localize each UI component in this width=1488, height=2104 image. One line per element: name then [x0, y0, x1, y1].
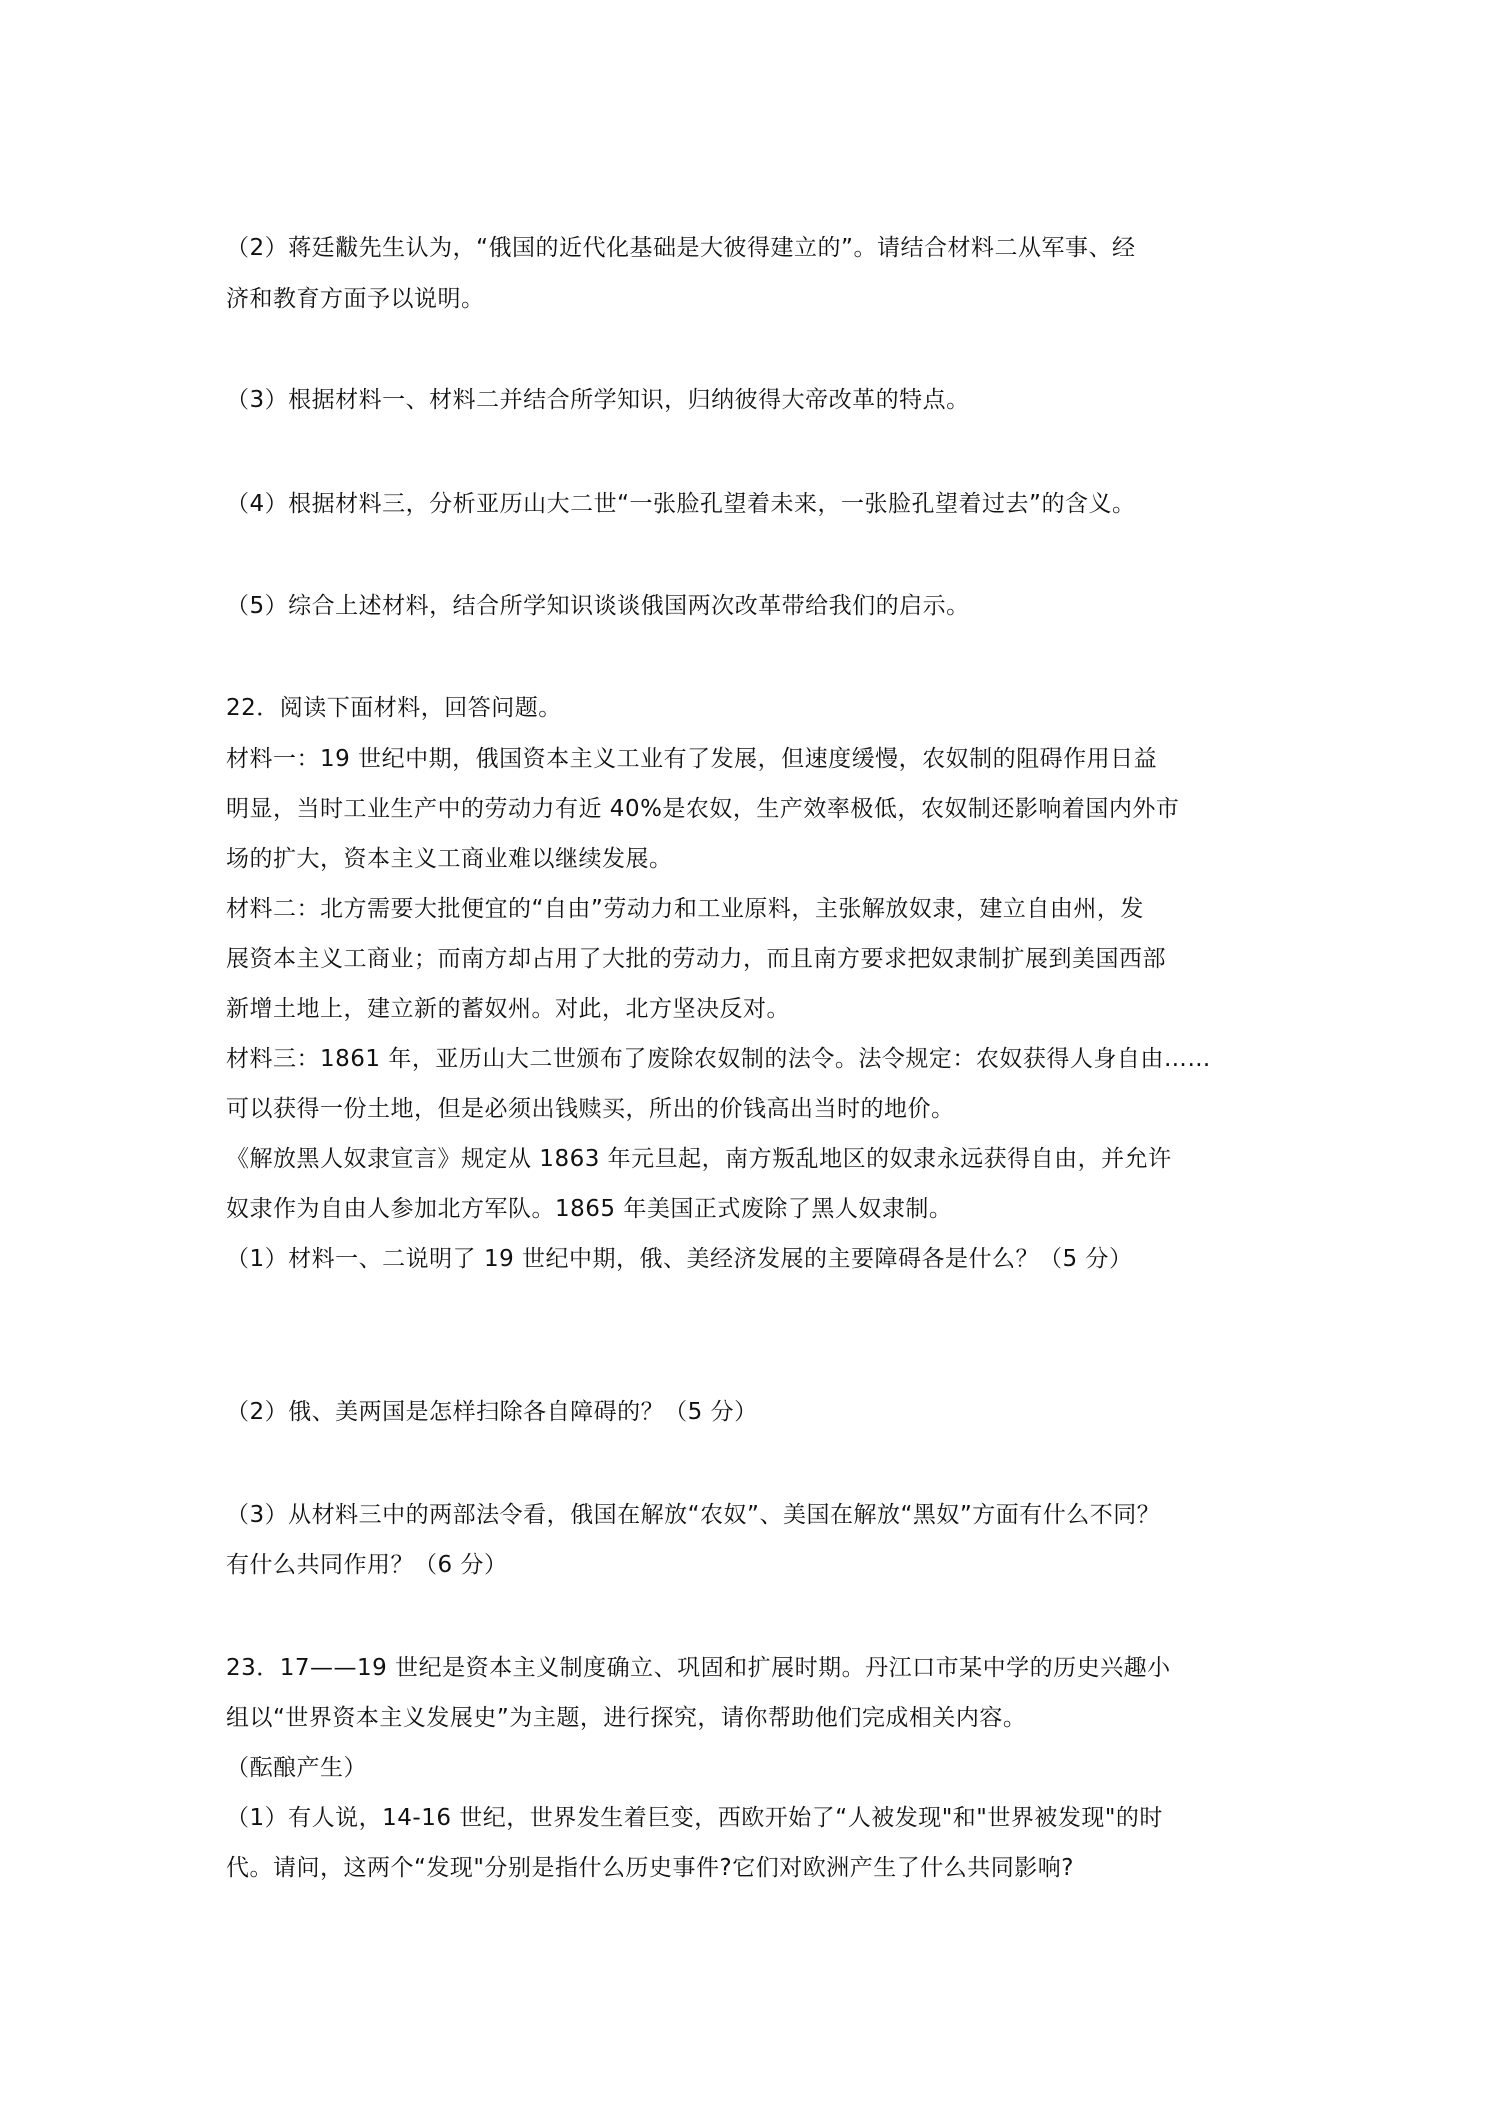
q22-material3-line3: 《解放黑人奴隶宣言》规定从 1863 年元旦起，南方叛乱地区的奴隶永远获得自由，并允许 [226, 1146, 1172, 1172]
q22-sub1: （1）材料一、二说明了 19 世纪中期，俄、美经济发展的主要障碍各是什么？（5 分） [226, 1246, 1133, 1272]
q22-material1-line1: 材料一：19 世纪中期，俄国资本主义工业有了发展，但速度缓慢，农奴制的阻碍作用日益 [226, 746, 1158, 772]
q22-material3-line4: 奴隶作为自由人参加北方军队。1865 年美国正式废除了黑人奴隶制。 [226, 1196, 953, 1222]
q22-material3-line2: 可以获得一份土地，但是必须出钱赎买，所出的价钱高出当时的地价。 [226, 1096, 955, 1122]
q23-heading-line1: 23．17——19 世纪是资本主义制度确立、巩固和扩展时期。丹江口市某中学的历史兴趣小 [226, 1655, 1171, 1681]
q23-heading-line2: 组以“世界资本主义发展史”为主题，进行探究，请你帮助他们完成相关内容。 [226, 1705, 1027, 1731]
q23-sub1-line2: 代。请问，这两个“发现"分别是指什么历史事件?它们对欧洲产生了什么共同影响? [226, 1855, 1074, 1881]
q22-sub2: （2）俄、美两国是怎样扫除各自障碍的？（5 分） [226, 1399, 758, 1425]
q22-sub3-line2: 有什么共同作用？（6 分） [226, 1552, 508, 1578]
q22-heading: 22．阅读下面材料，回答问题。 [226, 695, 562, 721]
q22-material2-line1: 材料二：北方需要大批便宜的“自由”劳动力和工业原料，主张解放奴隶，建立自由州，发 [226, 896, 1144, 922]
q21-sub2-line1: （2）蒋廷黻先生认为，“俄国的近代化基础是大彼得建立的”。请结合材料二从军事、经 [226, 235, 1136, 261]
q23-sub1-line1: （1）有人说，14-16 世纪，世界发生着巨变，西欧开始了“人被发现"和"世界被发现"的时 [226, 1805, 1163, 1831]
q21-sub2-line2: 济和教育方面予以说明。 [226, 286, 485, 312]
q21-sub3: （3）根据材料一、材料二并结合所学知识，归纳彼得大帝改革的特点。 [226, 387, 970, 413]
q22-material2-line2: 展资本主义工商业；而南方却占用了大批的劳动力，而且南方要求把奴隶制扩展到美国西部 [226, 946, 1166, 972]
q22-material1-line3: 场的扩大，资本主义工商业难以继续发展。 [226, 846, 673, 872]
q21-sub5: （5）综合上述材料，结合所学知识谈谈俄国两次改革带给我们的启示。 [226, 593, 970, 619]
q22-material2-line3: 新增土地上，建立新的蓄奴州。对此，北方坚决反对。 [226, 996, 790, 1022]
q21-sub4: （4）根据材料三，分析亚历山大二世“一张脸孔望着未来，一张脸孔望着过去”的含义。 [226, 491, 1136, 517]
q23-section-label: （酝酿产生） [226, 1755, 367, 1781]
q22-sub3-line1: （3）从材料三中的两部法令看，俄国在解放“农奴”、美国在解放“黑奴”方面有什么不同？ [226, 1502, 1161, 1528]
q22-material1-line2: 明显，当时工业生产中的劳动力有近 40%是农奴，生产效率极低，农奴制还影响着国内外市 [226, 796, 1180, 822]
q22-material3-line1: 材料三：1861 年，亚历山大二世颁布了废除农奴制的法令。法令规定：农奴获得人身自由…… [226, 1046, 1211, 1072]
